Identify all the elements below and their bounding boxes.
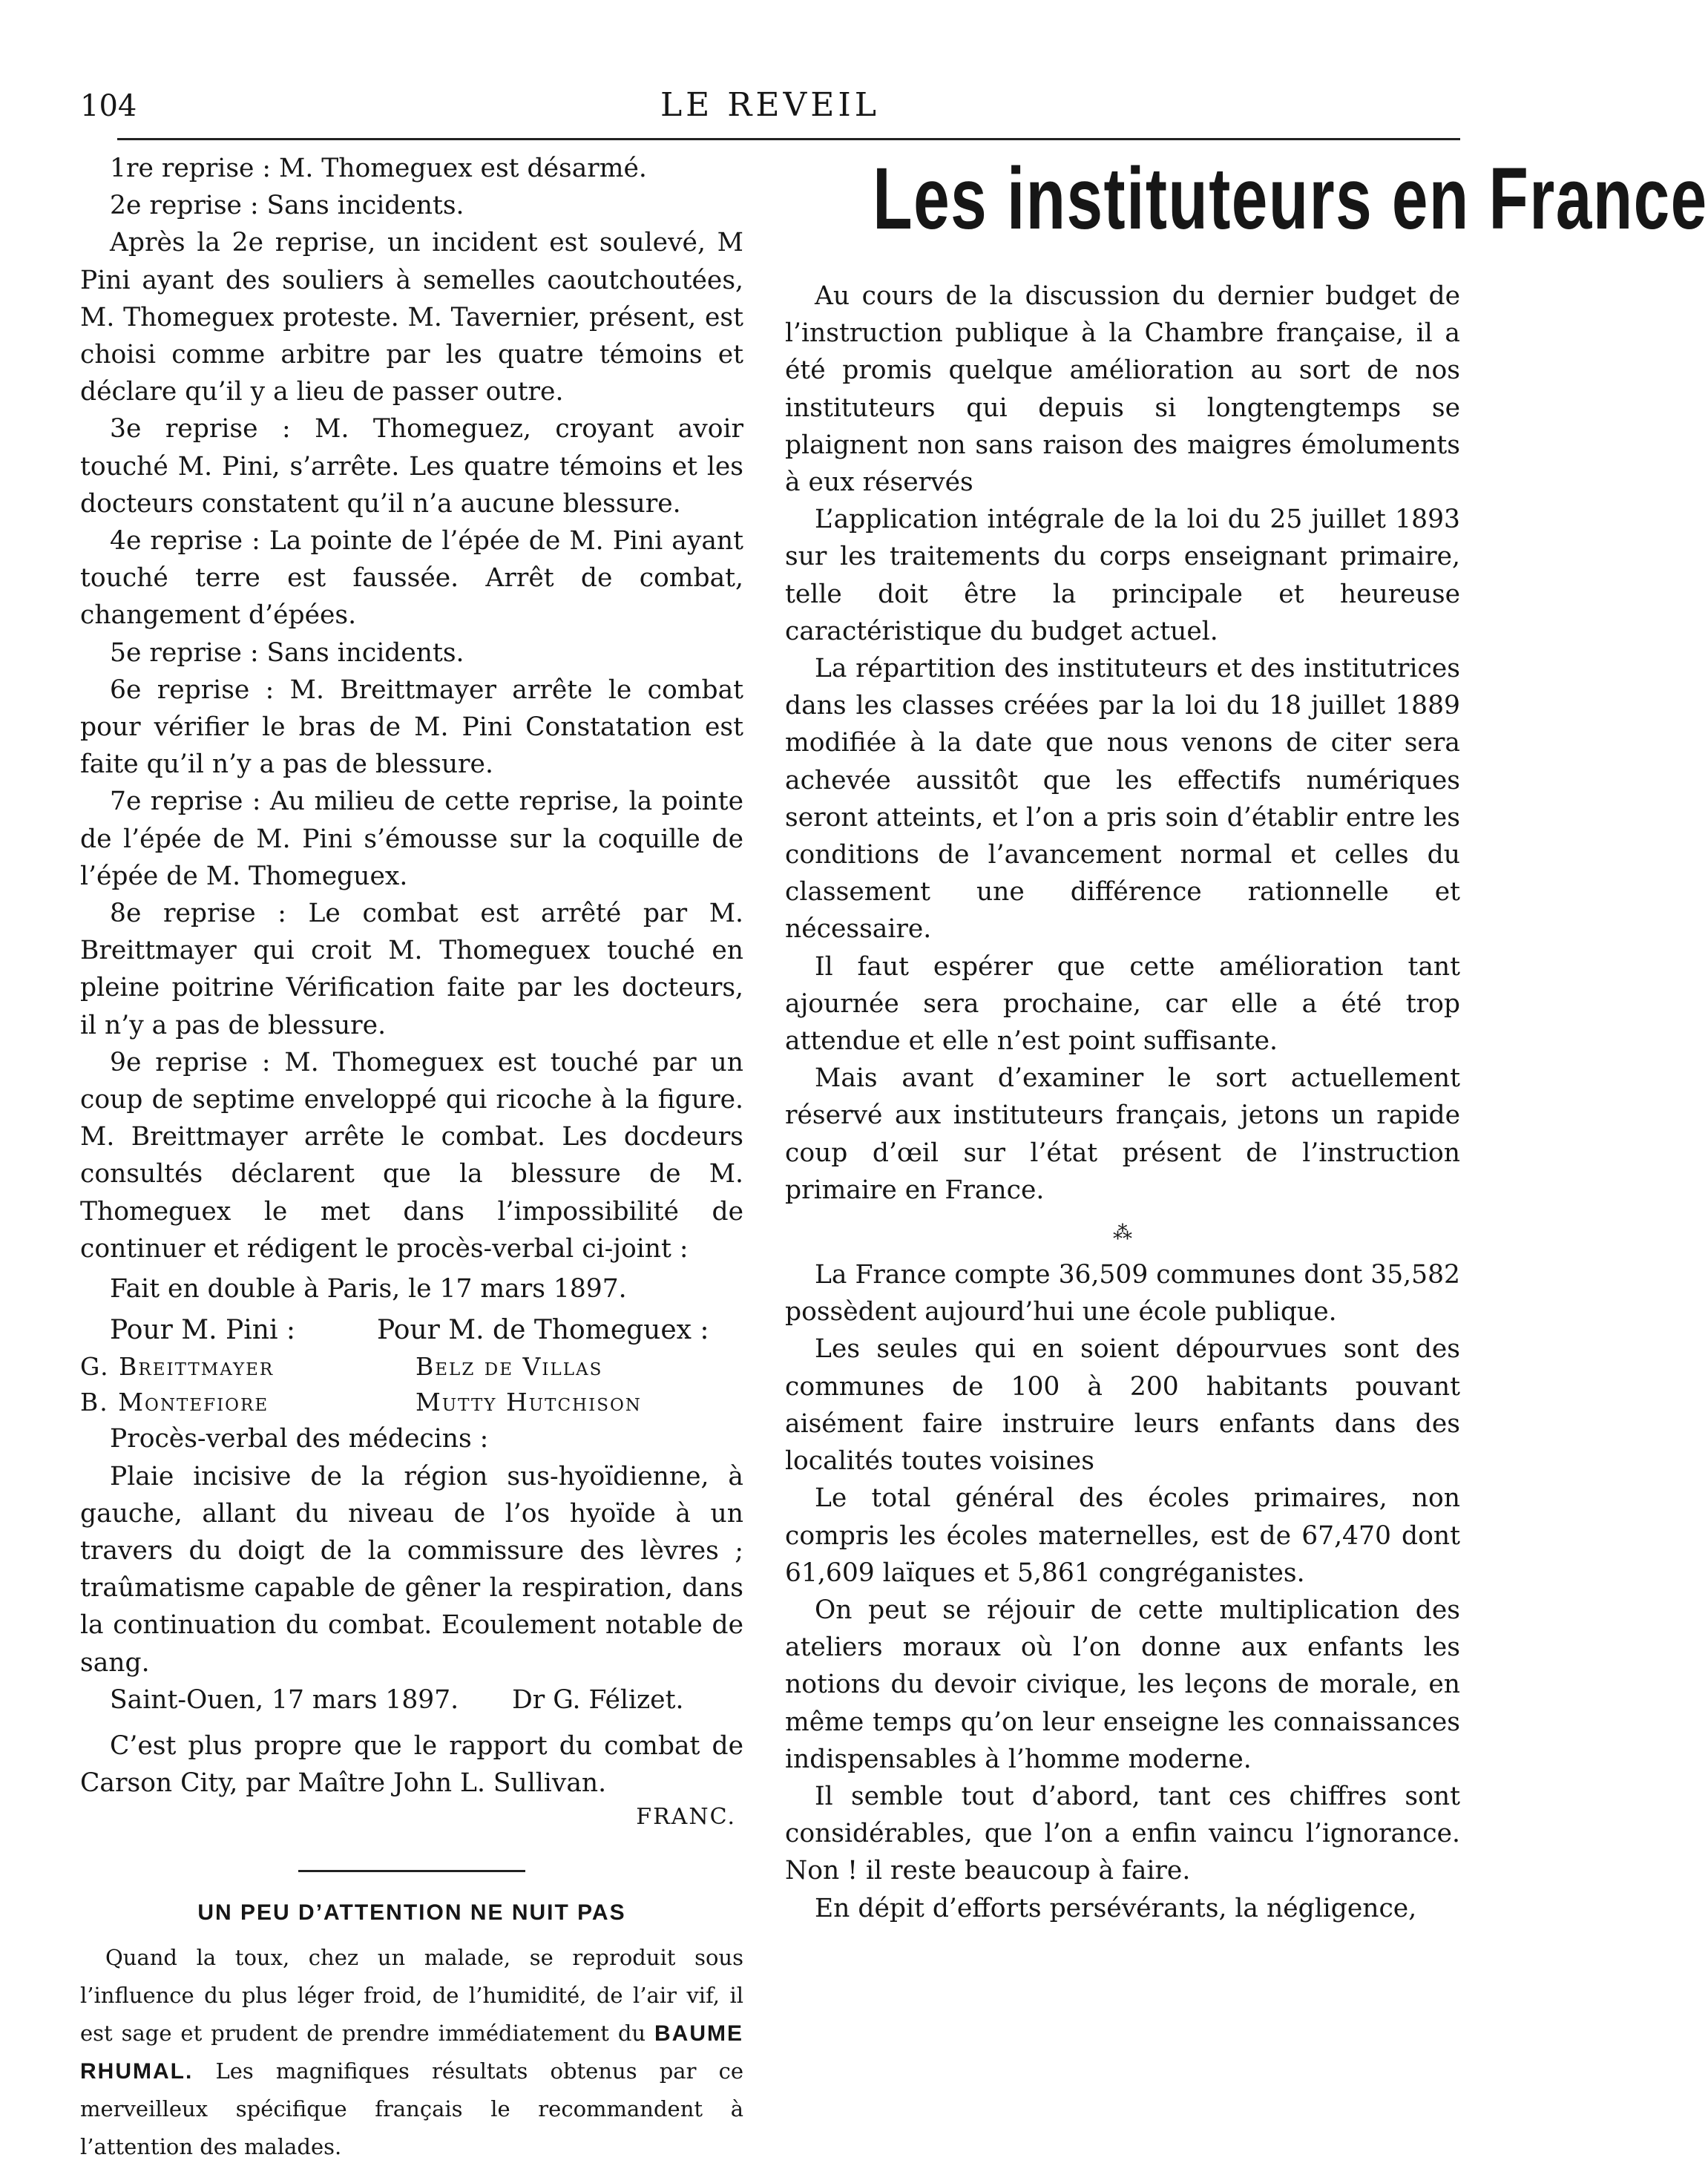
ad-body	[80, 1939, 743, 2166]
page-number: 104	[80, 89, 137, 123]
article-headline: Les instituteurs en France	[873, 150, 1708, 248]
asterism-divider: ⁂	[1113, 1222, 1132, 1245]
ad-product: BAUME RHUMAL.	[80, 2021, 743, 2084]
article-paragraph: Les seules qui en soient dépourvues sont des communes de 100 à 200 habitants pouvant aisément faire instruire leurs enfants dans des localités toutes voisines	[785, 1334, 1460, 1477]
reprise-8: 8e reprise : Le combat est arrêté par M. Breittmayer qui croit M. Thomeguex touché en pleine poitrine Vérification faite par les docteurs, il n’y a pas de blessure.	[80, 899, 743, 1040]
article-paragraph: L’application intégrale de la loi du 25 juillet 1893 sur les traitements du corps enseignant primaire, telle doit être la principale et heureuse caractéristique du budget actuel.	[785, 505, 1460, 646]
page-header	[80, 80, 1460, 132]
signatories-heading	[80, 1312, 743, 1349]
reprise-9: 9e reprise : M. Thomeguex est touché par un coup de septime enveloppé qui ricoche à la figure. M. Breittmayer arrête le combat. Les docdeurs consultés déclarent que la blessure de M. Thomeguex le met dans l’impossibilité de continuer et rédigent le procès-verbal ci-joint :	[80, 1047, 743, 1264]
reprise-5: 5e reprise : Sans incidents.	[110, 637, 464, 668]
pv-doctor: Dr G. Félizet.	[512, 1684, 684, 1715]
article-paragraph: Il semble tout d’abord, tant ces chiffres sont considérables, que l’on a enfin vaincu l’ignorance. Non ! il reste beaucoup à faire.	[785, 1781, 1460, 1886]
article-paragraph: Il faut espérer que cette amélioration tant ajournée sera prochaine, car elle a été trop attendue et elle n’est point suffisante.	[785, 951, 1460, 1057]
article-paragraph: On peut se réjouir de cette multiplication des ateliers moraux où l’on donne aux enfants les notions du devoir civique, les leçons de morale, en même temps qu’on leur enseigne les connaissances indispensables à l’homme moderne.	[785, 1595, 1460, 1774]
author-signature: FRANC.	[636, 1804, 736, 1831]
reprise-3: 3e reprise : M. Thomeguez, croyant avoir touché M. Pini, s’arrête. Les quatre témoins et les docteurs constatent qu’il n’a aucune blessure.	[80, 414, 743, 519]
witness-name: Mutty Hutchison	[415, 1388, 642, 1417]
article-paragraph: Mais avant d’examiner le sort actuellement réservé aux instituteurs français, jetons un rapide coup d’œil sur l’état présent de l’instruction primaire en France.	[785, 1063, 1460, 1205]
pv-signoff	[80, 1681, 743, 1719]
right-column	[785, 147, 1708, 1927]
reprise-4: 4e reprise : La pointe de l’épée de M. Pini ayant touché terre est faussée. Arrêt de combat, changement d’épées.	[80, 526, 743, 631]
pv-place: Saint-Ouen, 17 mars 1897.	[110, 1684, 459, 1715]
witness-list	[80, 1349, 743, 1420]
fait-line: Fait en double à Paris, le 17 mars 1897.	[110, 1274, 627, 1304]
article-paragraph: La répartition des instituteurs et des institutrices dans les classes créées par la loi du 18 juillet 1889 modifiée à la date que nous venons de citer sera achevée aussitôt que les effectifs numériques seront atteints, et l’on a pris soin d’établir entre les conditions de l’avancement normal et celles du classement une différence rationnelle et nécessaire.	[785, 654, 1460, 945]
pour-thomeguex: Pour M. de Thomeguex :	[377, 1315, 709, 1346]
ad-text-after: Les magnifiques résultats obtenus par ce merveilleux spécifique français le recommandent à l’attention des malades.	[80, 2058, 743, 2160]
witness-name: G. Breittmayer	[80, 1352, 275, 1382]
pv-title: Procès-verbal des médecins :	[110, 1424, 489, 1454]
closing-remark: C’est plus propre que le rapport du combat de Carson City, par Maître John L. Sullivan.	[80, 1730, 743, 1799]
left-column	[80, 150, 743, 2166]
reprise-2: 2e reprise : Sans incidents.	[110, 191, 464, 221]
section-divider	[298, 1870, 525, 1872]
incident-paragraph: Après la 2e reprise, un incident est soulevé, M Pini ayant des souliers à semelles caoutchoutées, M. Thomeguex proteste. M. Tavernier, présent, est choisi comme arbitre par les quatre témoins et déclare qu’il y a lieu de passer outre.	[80, 228, 743, 407]
ad-text-before: Quand la toux, chez un malade, se reproduit sous l’influence du plus léger froid, de l’humidité, de l’air vif, il est sage et prudent de prendre immédiatement du	[80, 1945, 743, 2047]
reprise-6: 6e reprise : M. Breittmayer arrête le combat pour vérifier le bras de M. Pini Constatation est faite qu’il n’y a pas de blessure.	[80, 675, 743, 780]
reprise-7: 7e reprise : Au milieu de cette reprise, la pointe de l’épée de M. Pini s’émousse sur la coquille de l’épée de M. Thomeguex.	[80, 787, 743, 891]
running-title: LE REVEIL	[660, 86, 881, 124]
reprise-1: 1re reprise : M. Thomeguex est désarmé.	[110, 154, 647, 183]
article-paragraph: En dépit d’efforts persévérants, la négligence,	[815, 1893, 1417, 1923]
pour-pini: Pour M. Pini :	[110, 1315, 296, 1346]
pv-text: Plaie incisive de la région sus-hyoïdienne, à gauche, allant du niveau de l’os hyoïde à un travers du doigt de la commissure des lèvres ; traûmatisme capable de gêner la respiration, dans la continuation du combat. Ecoulement notable de sang.	[80, 1461, 743, 1678]
ad-title: UN PEU D’ATTENTION NE NUIT PAS	[197, 1900, 626, 1926]
header-rule	[117, 138, 1460, 140]
article-paragraph: La France compte 36,509 communes dont 35,582 possèdent aujourd’hui une école publique.	[785, 1260, 1460, 1328]
witness-name: Belz de Villas	[415, 1352, 603, 1382]
witness-name: B. Montefiore	[80, 1388, 269, 1417]
article-paragraph: Au cours de la discussion du dernier budget de l’instruction publique à la Chambre française, il a été promis quelque amélioration au sort de nos instituteurs qui depuis si longtengtemps se plaignent non sans raison des maigres émoluments à eux réservés	[785, 281, 1460, 498]
article-paragraph: Le total général des écoles primaires, non compris les écoles maternelles, est de 67,470 dont 61,609 laïques et 5,861 congréganistes.	[785, 1483, 1460, 1588]
